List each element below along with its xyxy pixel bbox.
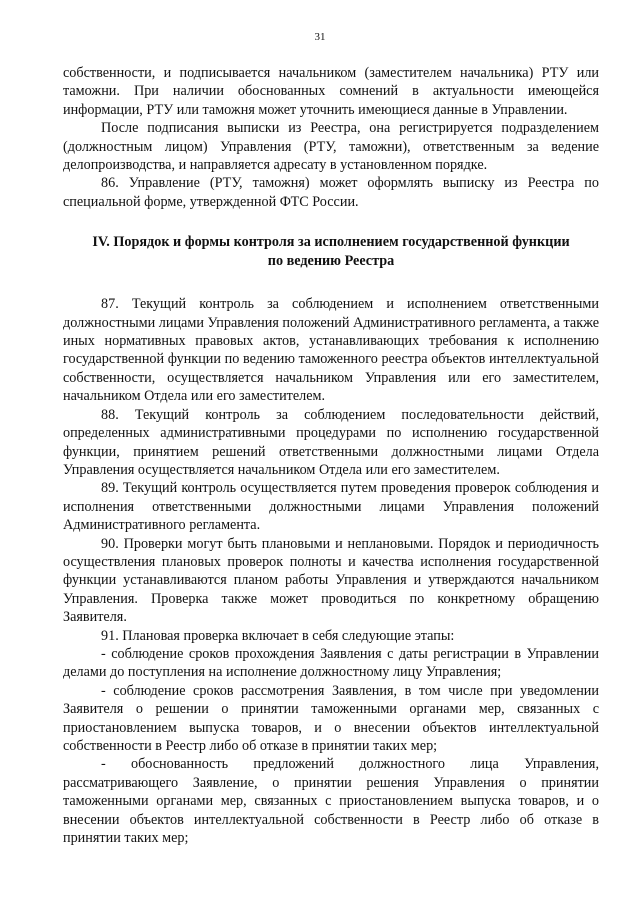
paragraph-86: 86. Управление (РТУ, таможня) может оформлять выписку из Реестра по специальной форме, утвержденной ФТС России. [63,175,599,210]
paragraph-90: 90. Проверки могут быть плановыми и неплановыми. Порядок и периодичность осуществления плановых проверок полноты и качества исполнения государственной функции устанавливаются планом работы Управления и утверждаются начальником Управления. Проверка также может проводиться по конкретному обращению Заявителя. [63,535,599,626]
paragraph-registration: После подписания выписки из Реестра, она регистрируется подразделением (должностным лицом) Управления (РТУ, таможни), ответственным за ведение делопроизводства, и направляется адресату в установленном порядке. [63,120,599,174]
list-item-deadlines-registration: - соблюдение сроков прохождения Заявления с даты регистрации в Управлении делами до поступления на исполнение должностному лицу Управления; [63,645,599,681]
paragraph-91: 91. Плановая проверка включает в себя следующие этапы: [101,627,455,644]
paragraph-88: 88. Текущий контроль за соблюдением последовательности действий, определенных административными процедурами по исполнению государственной функции, принятием решений ответственными должностными лицами Отдела Управления осуществляется начальником Отдела или его заместителем. [63,406,599,478]
section-heading: IV. Порядок и формы контроля за исполнением государственной функции по ведению Реестра [92,234,570,270]
page-content [63,64,599,847]
paragraph-89: 89. Текущий контроль осуществляется путем проведения проверок соблюдения и исполнения ответственными должностными лицами Управления положений Административного регламента. [63,480,599,534]
list-item-deadlines-review: - соблюдение сроков рассмотрения Заявления, в том числе при уведомлении Заявителя о решении о принятии таможенными органами мер, связанных с приостановлением выпуска товаров, и о внесении объектов интеллектуальной собственности в Реестр либо об отказе в принятии таких мер; [63,682,599,754]
list-item-validity: - обоснованность предложений должностного лица Управления, рассматривающего Заявление, о принятии решения Управления о принятии таможенными органами мер, связанных с приостановлением выпуска товаров, и о внесении объектов интеллектуальной собственности в Реестр либо об отказе в принятии таких мер; [63,756,599,847]
paragraph-continuation: собственности, и подписывается начальником (заместителем начальника) РТУ или таможни. При наличии обоснованных сомнений в актуальности имеющейся информации, РТУ или таможня может уточнить имеющиеся данные в Управлении. [63,65,599,118]
paragraph-87: 87. Текущий контроль за соблюдением и исполнением ответственными должностными лицами Управления положений Административного регламента, а также иных нормативных правовых актов, устанавливающих требования к исполнению государственной функции по ведению таможенного реестра объектов интеллектуальной собственности, осуществляется начальником Управления или его заместителем, начальником Отдела или его заместителем. [63,296,599,405]
page-number: 31 [314,31,326,43]
